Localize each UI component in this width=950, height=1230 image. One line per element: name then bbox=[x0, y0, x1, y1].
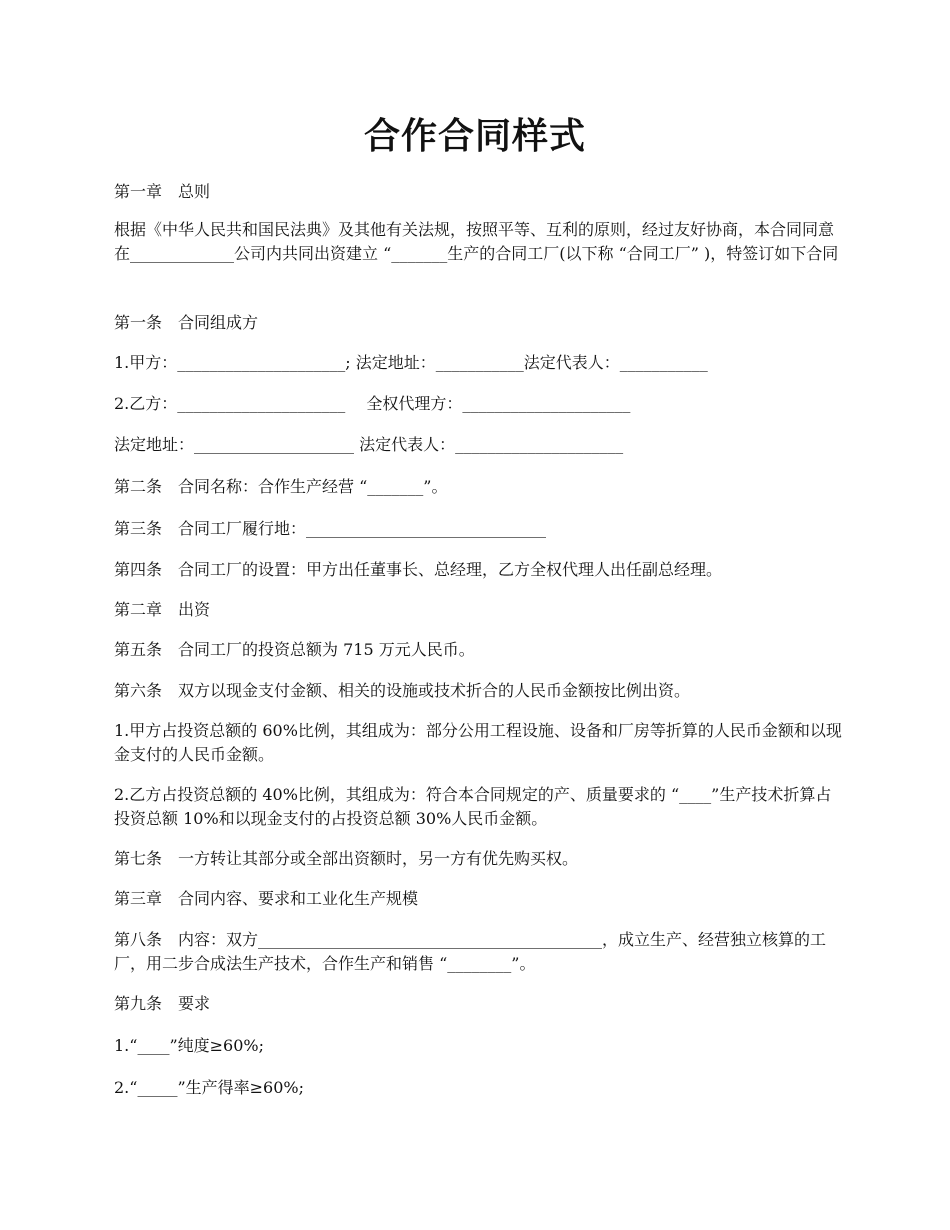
article-clause: 1.甲方占投资总额的 60%比例，其组成为：部分公用工程设施、设备和厂房等折算的人民币金额和以现金支付的人民币金额。 bbox=[114, 721, 842, 764]
chapter-heading: 第三章 合同内容、要求和工业化生产规模 bbox=[114, 889, 419, 908]
party-b-address-line: 法定地址：____________________ 法定代表人：_____________________ bbox=[114, 435, 624, 454]
article-clause: 2.乙方占投资总额的 40%比例，其组成为：符合本合同规定的产、质量要求的 “____”生产技术折算占投资总额 10%和以现金支付的占投资总额 30%人民币金额。 bbox=[114, 785, 832, 828]
article-paragraph: 第五条 合同工厂的投资总额为 715 万元人民币。 bbox=[114, 640, 475, 659]
chapter-heading: 第一章 总则 bbox=[114, 182, 211, 201]
article-paragraph: 第七条 一方转让其部分或全部出资额时，另一方有优先购买权。 bbox=[114, 849, 579, 868]
article-paragraph: 第六条 双方以现金支付金额、相关的设施或技术折合的人民币金额按比例出资。 bbox=[114, 681, 691, 700]
article-paragraph: 第八条 内容：双方___________________________________________，成立生产、经营独立核算的工厂，用二步合成法生产技术，合作生产和销售 “________”。 bbox=[114, 930, 827, 973]
document-title: 合作合同样式 bbox=[363, 115, 586, 157]
article-paragraph: 第三条 合同工厂履行地：______________________________ bbox=[114, 519, 547, 538]
party-a-line: 1.甲方：_____________________; 法定地址：___________法定代表人：___________ bbox=[114, 353, 708, 372]
article-heading: 第一条 合同组成方 bbox=[114, 313, 259, 332]
article-clause: 1.“____”纯度≥60%; bbox=[114, 1036, 264, 1055]
article-paragraph: 第二条 合同名称：合作生产经营 “_______”。 bbox=[114, 477, 448, 496]
chapter-heading: 第二章 出资 bbox=[114, 600, 211, 619]
preamble-paragraph: 根据《中华人民共和国民法典》及其他有关法规，按照平等、互利的原则，经过友好协商，本合同同意在_____________公司内共同出资建立 “_______生产的合同工厂(以下称 “合同工厂” )，特签订如下合同 bbox=[114, 220, 839, 263]
party-b-line: 2.乙方：_____________________ 全权代理方：_____________________ bbox=[114, 394, 631, 413]
article-paragraph: 第四条 合同工厂的设置：甲方出任董事长、总经理，乙方全权代理人出任副总经理。 bbox=[114, 560, 723, 579]
article-heading: 第九条 要求 bbox=[114, 994, 211, 1013]
article-clause: 2.“_____”生产得率≥60%; bbox=[114, 1078, 304, 1097]
